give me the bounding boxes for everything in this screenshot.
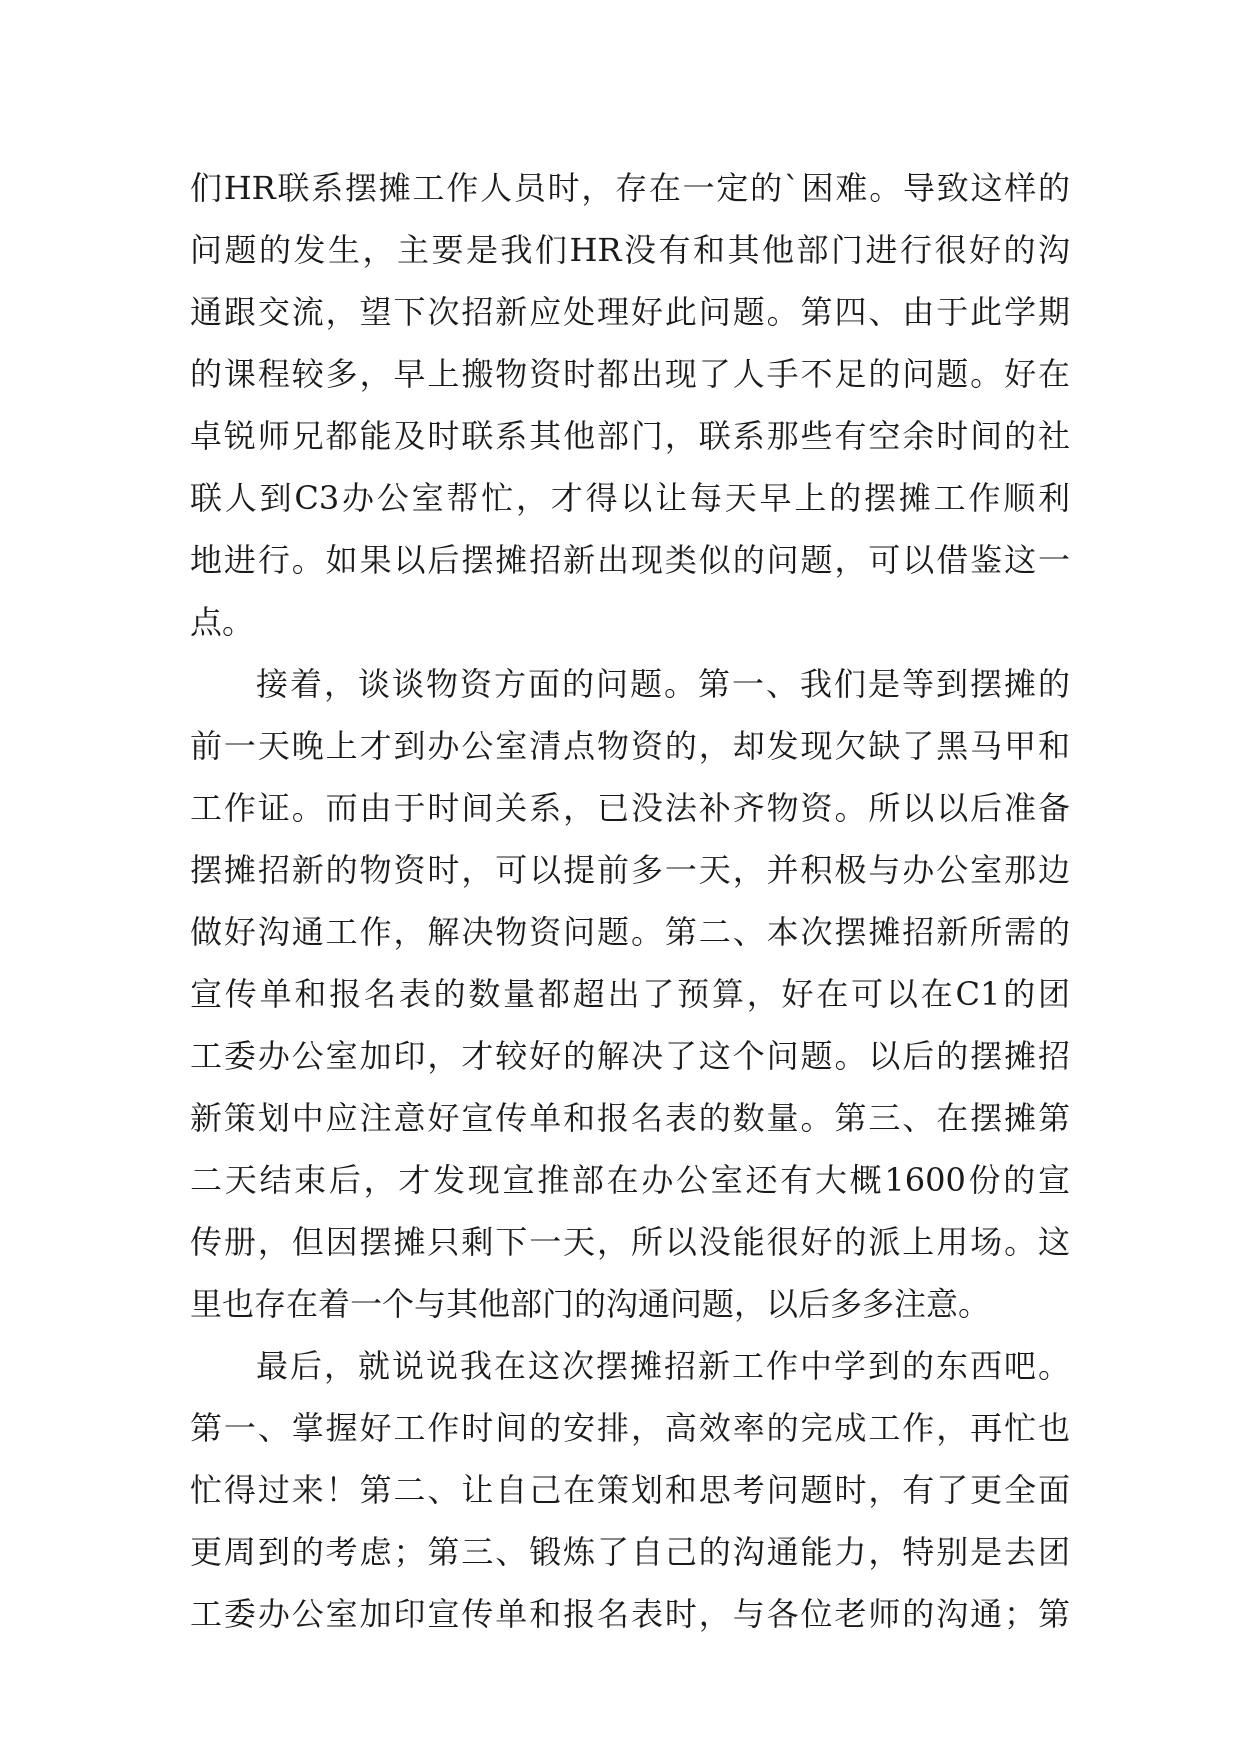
text-line: 地进行。如果以后摆摊招新出现类似的问题，可以借鉴这一 — [190, 541, 1070, 579]
text-line: 传册，但因摆摊只剩下一天，所以没能很好的派上用场。这 — [190, 1223, 1070, 1261]
text-line: 卓锐师兄都能及时联系其他部门，联系那些有空余时间的社 — [190, 417, 1070, 455]
text-line: 做好沟通工作，解决物资问题。第二、本次摆摊招新所需的 — [190, 913, 1070, 951]
text-line: 工委办公室加印，才较好的解决了这个问题。以后的摆摊招 — [190, 1037, 1070, 1075]
text-line: 新策划中应注意好宣传单和报名表的数量。第三、在摆摊第 — [190, 1099, 1070, 1137]
text-line: 忙得过来！第二、让自己在策划和思考问题时，有了更全面 — [190, 1471, 1070, 1509]
text-line: 工委办公室加印宣传单和报名表时，与各位老师的沟通；第 — [190, 1595, 1070, 1633]
text-line: 工作证。而由于时间关系，已没法补齐物资。所以以后准备 — [190, 789, 1070, 827]
text-line: 最后，就说说我在这次摆摊招新工作中学到的东西吧。 — [256, 1347, 1070, 1385]
text-line: 更周到的考虑；第三、锻炼了自己的沟通能力，特别是去团 — [190, 1533, 1070, 1571]
text-line: 们HR联系摆摊工作人员时，存在一定的`困难。导致这样的 — [190, 169, 1070, 207]
text-line: 第一、掌握好工作时间的安排，高效率的完成工作，再忙也 — [190, 1409, 1070, 1447]
text-line: 联人到C3办公室帮忙，才得以让每天早上的摆摊工作顺利 — [190, 479, 1070, 517]
text-line: 问题的发生，主要是我们HR没有和其他部门进行很好的沟 — [190, 231, 1070, 269]
text-line: 二天结束后，才发现宣推部在办公室还有大概1600份的宣 — [190, 1161, 1070, 1199]
text-line: 通跟交流，望下次招新应处理好此问题。第四、由于此学期 — [190, 293, 1070, 331]
text-line: 前一天晚上才到办公室清点物资的，却发现欠缺了黑马甲和 — [190, 727, 1070, 765]
body-text — [190, 157, 1070, 1645]
text-line: 点。 — [190, 603, 255, 641]
text-line: 宣传单和报名表的数量都超出了预算，好在可以在C1的团 — [190, 975, 1070, 1013]
text-line: 摆摊招新的物资时，可以提前多一天，并积极与办公室那边 — [190, 851, 1070, 889]
text-line: 接着，谈谈物资方面的问题。第一、我们是等到摆摊的 — [256, 665, 1070, 703]
text-line: 里也存在着一个与其他部门的沟通问题，以后多多注意。 — [190, 1285, 991, 1323]
text-line: 的课程较多，早上搬物资时都出现了人手不足的问题。好在 — [190, 355, 1070, 393]
